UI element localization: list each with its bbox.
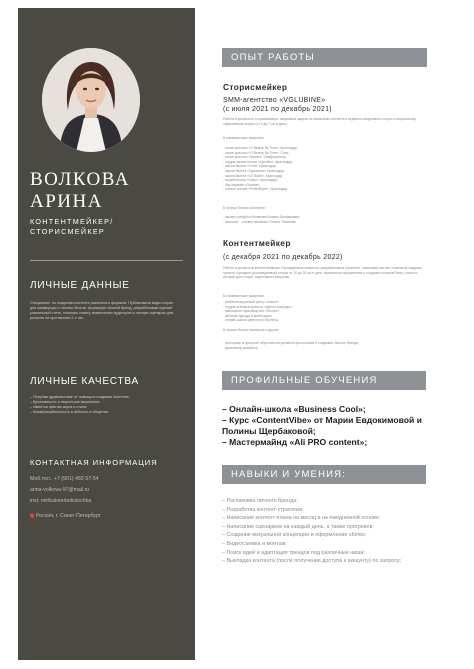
list-item: - школа балета «Гармония», Краснодар; (223, 168, 285, 173)
job1-company: SMM-агентство «VGLUBINE» (223, 97, 326, 104)
list-item: - фотограф, в процессе обучения интуитивной фотосъемке и созданию личного бренда; (223, 341, 359, 345)
phone-text: Моб.тел.: +7 (901) 482-57-54 (30, 476, 99, 482)
list-item: – Получаю удовольствие от помощи в создании контента; (30, 395, 130, 399)
qualities-list (30, 395, 180, 415)
list-item: - салон красоты «O Beauty By Time», Сочи; (223, 150, 290, 155)
list-item: - салон красоты «Mavtin», Симферополь; (223, 155, 287, 160)
role-line-2: СТОРИСМЕЙКЕР (30, 227, 106, 236)
job2-clients-list (223, 300, 427, 323)
list-item: – Онлайн-школа «Business Cool»; (222, 404, 366, 414)
list-item: – Курс «ContentVibe» от Марии Евдокимовой и Полины Щербаковой; (222, 415, 422, 436)
location-pin-icon (29, 512, 35, 518)
list-item: - ювелирное производство «Gemini»; (223, 309, 280, 314)
location-line (30, 513, 101, 519)
job1-experts-intro: В личных блогах экспертов: (223, 206, 266, 210)
list-item: – Распаковка личного бренда; (222, 498, 298, 504)
list-item: – Написание контент-плана на месяц и на ежедневной основе; (222, 515, 381, 522)
person-name (30, 169, 190, 213)
list-item: – Мастермайнд «Ali PRO content»; (222, 437, 368, 447)
list-item: - онлайн-школа цветочного бизнеса. (223, 318, 279, 323)
email-text[interactable]: arina-volkova-97@mail.ru (30, 487, 90, 493)
job1-clients-list (223, 146, 427, 192)
instagram-text[interactable]: inst: miribakeerbolistochka (30, 498, 92, 504)
job1-title: Сторисмейкер (223, 82, 288, 92)
list-item: – Поиск идей и адаптация трендов под различные ниши; (222, 549, 365, 556)
list-item: - психолог - стилист-визажист Гизела Тихонова. (223, 219, 297, 224)
list-item: - салон красоты «O Beauty By Time», Краснодар; (223, 146, 298, 150)
location-text: Россия, г. Санкт-Петербург (36, 513, 101, 519)
name-line-2: АРИНА (30, 191, 103, 212)
profile-photo (42, 48, 140, 152)
list-item: - реабилитационный центр «Алеко»; (223, 300, 280, 304)
job2-period: (с декабря 2021 по декабрь 2022) (223, 254, 343, 261)
training-heading: ПРОФИЛЬНЫЕ ОБУЧЕНИЯ (222, 371, 426, 390)
list-item: - полное ателье «PuffedEyes», Краснодар. (223, 187, 288, 192)
job1-clients-intro: В коммерческих аккаунтах: (223, 136, 265, 140)
list-item: - студия косметологии «Lipchiko», Краснодар; (223, 159, 293, 164)
skills-heading: НАВЫКИ И УМЕНИЯ: (222, 465, 426, 484)
list-item: - женская одежда и аксессуары; (223, 313, 273, 318)
list-item: - школа балета «LE Ballet», Краснодар; (223, 173, 284, 178)
list-item: - архитектор-дизайнер. (223, 345, 259, 350)
list-item: - студия оттенков красоты «Цветы природы»; (223, 304, 293, 309)
list-item: - косметология «Kalmi», Краснодар; (223, 178, 278, 183)
divider (30, 260, 183, 261)
list-item: - школа балета «Cosi», Краснодар; (223, 164, 277, 169)
list-item: – Создание визуальной концепции и оформление stories; (222, 532, 367, 539)
job2-clients-intro: В коммерческих аккаунтах: (223, 294, 265, 298)
person-role (30, 217, 190, 237)
skills-list (222, 497, 422, 566)
qualities-heading: ЛИЧНЫЕ КАЧЕСТВА (30, 376, 139, 387)
courses-list (222, 404, 432, 448)
personal-data-text: Специалист по созданию контента различного формата. Публиковала виды сторис для коммерции и личных блогов, формирую личный бренд, разрабатываю единый уникальный стиль, помогаю охвату, вовлечению аудитории и личную сценарии для роликов на протяжении 2-х лет. (30, 301, 174, 320)
list-item: - бар-караоке «Gamba»; (223, 182, 261, 187)
list-item: - эксперт-хендбол Фаханова Божена Беладжовна; (223, 215, 300, 219)
list-item: – Разработка контент-стратегии; (222, 506, 304, 513)
role-line-1: КОНТЕНТМЕЙКЕР/ (30, 217, 114, 226)
contact-heading: КОНТАКТНАЯ ИНФОРМАЦИЯ (30, 458, 158, 467)
list-item: – Написание сценариев на каждый день, а также прогревов; (222, 523, 374, 530)
job2-description: Работа в должности контентмейкера. Распределяла сегменты, разрабатывала стратегии, написание контент-планов по каждому проекту, сценарии для ежедневной сторис от 15 до 20 шт в день, визуальное оформление и создание роликов Reels, статьи и истории для сторис, подготовка к запускам. (223, 266, 422, 280)
job2-experts-list (223, 341, 427, 350)
list-item: – Креативность и творческое мышление; (30, 400, 101, 404)
experience-heading: ОПЫТ РАБОТЫ (222, 48, 427, 67)
name-line-1: ВОЛКОВА (30, 169, 130, 190)
personal-data-heading: ЛИЧНЫЕ ДАННЫЕ (30, 280, 130, 291)
sidebar (18, 8, 195, 660)
job1-experts-list (223, 215, 427, 224)
job1-period: (с июля 2021 по декабрь 2021) (223, 106, 332, 113)
job2-experts-intro: В личных блогах экспертов и других: (223, 328, 280, 332)
list-item: – Коммуникабельность и гибкость в общении. (30, 410, 109, 414)
list-item: – Имеется чувство вкуса и стиля; (30, 405, 88, 409)
job2-title: Контентмейкер (223, 238, 291, 248)
list-item: – Выкладка контента (после получения доступа к аккаунту) по запросу; (222, 558, 402, 565)
job1-description: Работа в должности сторисмейкера, закрывала задачи по написанию контента и ведению ежедневных сторис и визуальному оформлению сторис (от 3 до 7 шт в день). (223, 117, 417, 126)
list-item: – Видеосъемка и монтаж; (222, 540, 287, 547)
